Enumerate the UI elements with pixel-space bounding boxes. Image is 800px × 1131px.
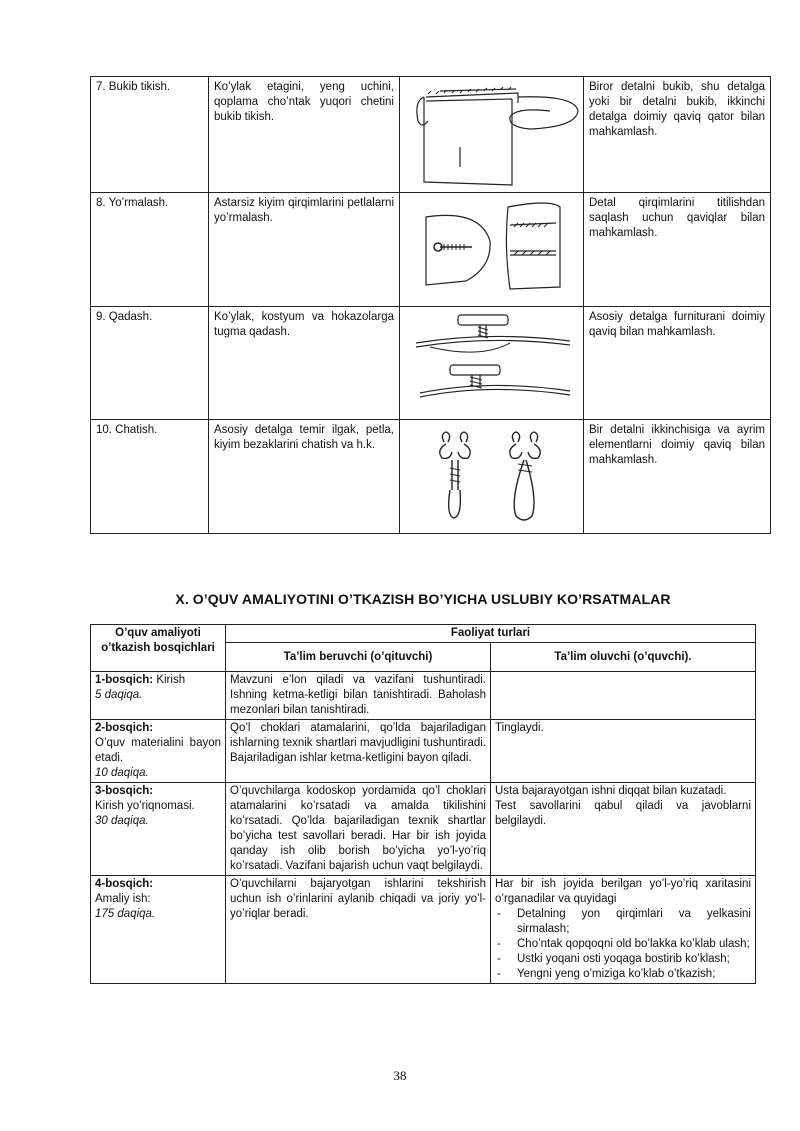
operation-description: Astarsiz kiyim qirqimlarini petlalarni yo’rmalash.: [209, 193, 400, 307]
stages-header: O’quv amaliyoti o’tkazish bosqichlari: [91, 625, 226, 672]
student-task-list: [495, 907, 751, 982]
stage-cell: [91, 720, 226, 783]
hook-and-eye-illustration-icon: [400, 420, 583, 534]
stage-cell: [91, 672, 226, 720]
stage-text: Kirish yo’riqnomasi.: [95, 800, 195, 812]
operation-row-10: [91, 420, 771, 534]
sewn-button-illustration-icon: [400, 307, 583, 420]
stage-row-2: [91, 720, 756, 783]
operation-name: 8. Yo’rmalash.: [91, 193, 209, 307]
operation-illustration-cell: [400, 193, 584, 307]
student-task: - Detalning yon qirqimlari va yelkasini sirmalash;: [495, 907, 751, 937]
stage-row-3: [91, 783, 756, 876]
teacher-activity: Mavzuni e’lon qiladi va vazifani tushuntiradi. Ishning ketma-ketligi bilan tanishtiradi. Baholash mezonlari bilan tanishtiradi.: [226, 672, 491, 720]
methodology-table: [90, 624, 756, 984]
teacher-header: Ta’lim beruvchi (o’qituvchi): [226, 643, 491, 672]
operation-purpose: Biror detalni bukib, shu detalga yoki bir detalni bukib, ikkinchi detalga doimiy qaviq qator bilan mahkamlash.: [584, 77, 771, 193]
teacher-activity: O’quvchilarni bajaryotgan ishlarini tekshirish uchun ish o’rinlarini aylanib chiqadi va joriy yo’l-yo’riqlar beradi.: [226, 876, 491, 984]
student-intro: Har bir ish joyida berilgan yo’l-yo’riq xaritasini o’rganadilar va quyidagi: [495, 878, 751, 905]
student-task: - Yengni yeng o’miziga ko’klab o’tkazish;: [495, 967, 751, 982]
operation-name: 7. Bukib tikish.: [91, 77, 209, 193]
header-row: [91, 625, 756, 643]
operation-description: Asosiy detalga temir ilgak, petla, kiyim bezaklarini chatish va h.k.: [209, 420, 400, 534]
student-activity: Tinglaydi.: [491, 720, 756, 783]
stage-title: 2-bosqich:: [95, 722, 154, 734]
operations-table: [90, 76, 771, 534]
student-activity: [491, 672, 756, 720]
operation-row-9: [91, 307, 771, 420]
teacher-activity: Qo’l choklari atamalarini, qo’lda bajariladigan ishlarning texnik shartlari mavjudligini tushuntiradi. Bajariladigan ishlar ketma-ketligini bayon qiladi.: [226, 720, 491, 783]
operation-purpose: Detal qirqimlarini titilishdan saqlash uchun qaviqlar bilan mahkamlash.: [584, 193, 771, 307]
stage-title: 3-bosqich:: [95, 785, 154, 797]
stage-title: 4-bosqich:: [95, 878, 154, 890]
operation-description: Ko’ylak etagini, yeng uchini, qoplama cho’ntak yuqori chetini bukib tikish.: [209, 77, 400, 193]
stage-cell: [91, 783, 226, 876]
operation-row-7: [91, 77, 771, 193]
student-activity: [491, 876, 756, 984]
stage-title: 1-bosqich:: [95, 674, 154, 686]
stage-text: Kirish: [153, 674, 186, 686]
operation-illustration-cell: [400, 420, 584, 534]
stage-cell: [91, 876, 226, 984]
operation-purpose: Bir detalni ikkinchisiga va ayrim elementlarni doimiy qaviq bilan mahkamlash.: [584, 420, 771, 534]
section-title: X. O’QUV AMALIYOTINI O’TKAZISH BO’YICHA USLUBIY KO’RSATMALAR: [175, 591, 671, 607]
stage-time: 30 daqiqa.: [95, 815, 149, 827]
stage-time: 10 daqiqa.: [95, 767, 149, 779]
stage-time: 5 daqiqa.: [95, 689, 143, 701]
student-task: - Ustki yoqani osti yoqaga bostirib ko’klash;: [495, 952, 751, 967]
operation-illustration-cell: [400, 307, 584, 420]
operation-row-8: [91, 193, 771, 307]
activities-header: Faoliyat turlari: [226, 625, 756, 643]
operation-name: 9. Qadash.: [91, 307, 209, 420]
stage-text: O’quv materialini bayon etadi.: [95, 737, 221, 764]
overcast-edge-illustration-icon: [400, 193, 583, 307]
stage-row-1: [91, 672, 756, 720]
student-task: - Cho’ntak qopqoqni old bo’lakka ko’klab ulash;: [495, 937, 751, 952]
operation-name: 10. Chatish.: [91, 420, 209, 534]
operation-illustration-cell: [400, 77, 584, 193]
stage-row-4: [91, 876, 756, 984]
student-header: Ta’lim oluvchi (o’quvchi).: [491, 643, 756, 672]
page-number: 38: [393, 1068, 407, 1083]
stage-time: 175 daqiqa.: [95, 908, 156, 920]
operation-description: Ko’ylak, kostyum va hokazolarga tugma qadash.: [209, 307, 400, 420]
stage-text: Amaliy ish:: [95, 893, 151, 905]
operation-purpose: Asosiy detalga furniturani doimiy qaviq bilan mahkamlash.: [584, 307, 771, 420]
folded-hem-stitch-illustration-icon: [400, 77, 583, 193]
student-activity: Usta bajarayotgan ishni diqqat bilan kuzatadi. Test savollarini qabul qiladi va javoblarni belgilaydi.: [491, 783, 756, 876]
teacher-activity: O’quvchilarga kodoskop yordamida qo’l choklari atamalarini ko’rsatadi va amalda tikilishini ko’rsatadi. Qo’lda bajariladigan texnik shartlar bo’yicha test savollari beradi. Har bir ish joyida qanday ish olib borish bo’yicha yo’l-yo’riq ko’rsatadi. Vazifani bajarish uchun vaqt belgilaydi.: [226, 783, 491, 876]
